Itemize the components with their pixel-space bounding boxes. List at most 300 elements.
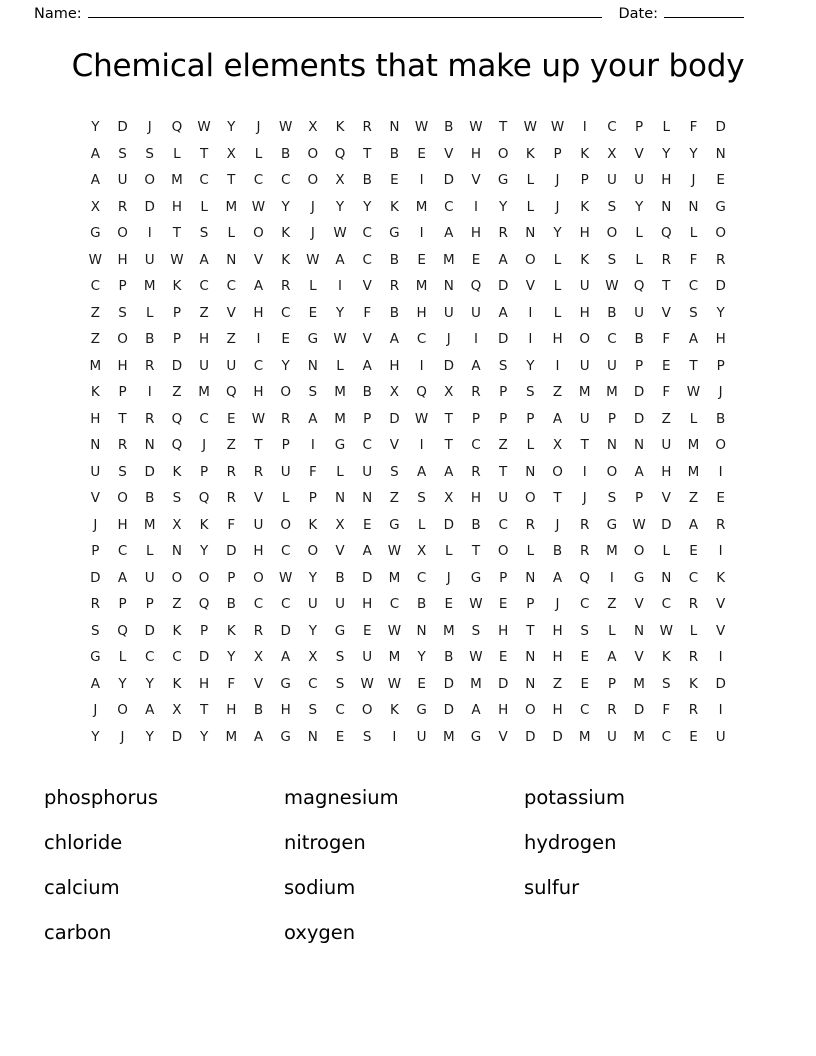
grid-letter: D (226, 543, 237, 559)
grid-letter: M (89, 357, 102, 374)
grid-letter: W (278, 569, 293, 586)
grid-letter: L (608, 622, 616, 639)
grid-letter: I (718, 543, 723, 559)
grid-letter: Y (689, 145, 698, 162)
grid-letter: N (307, 728, 318, 745)
word-list-item: oxygen (284, 920, 356, 944)
grid-letter: I (528, 304, 533, 321)
grid-letter: Y (553, 225, 562, 241)
grid-letter: M (171, 172, 183, 188)
grid-letter: C (280, 543, 291, 559)
grid-letter: R (661, 251, 671, 268)
grid-letter: K (199, 516, 209, 533)
grid-letter: I (419, 225, 424, 241)
name-blank-line[interactable] (88, 17, 603, 18)
grid-letter: M (415, 278, 428, 294)
grid-letter: G (606, 516, 618, 533)
grid-letter: H (362, 596, 373, 612)
grid-letter: D (443, 675, 454, 692)
grid-letter: L (689, 410, 698, 427)
grid-letter: U (144, 251, 155, 268)
grid-letter: H (661, 172, 672, 188)
grid-letter: C (444, 198, 454, 215)
grid-letter: H (253, 304, 264, 321)
grid-letter: H (226, 702, 237, 718)
grid-letter: O (579, 331, 591, 347)
grid-letter: M (225, 198, 238, 215)
grid-letter: G (90, 225, 101, 241)
grid-letter: W (523, 119, 538, 135)
grid-letter: L (173, 145, 181, 162)
grid-letter: A (634, 463, 644, 480)
grid-letter: P (499, 410, 508, 427)
grid-letter: D (715, 278, 726, 294)
grid-letter: Q (660, 225, 672, 241)
grid-letter: M (334, 410, 346, 427)
grid-letter: B (389, 251, 400, 268)
grid-letter: U (471, 304, 481, 321)
grid-letter: D (497, 675, 509, 692)
date-blank-line[interactable] (664, 17, 744, 18)
grid-letter: G (307, 331, 319, 347)
grid-letter: P (499, 384, 508, 400)
grid-letter: I (338, 278, 343, 294)
grid-letter: P (607, 410, 616, 427)
grid-letter: J (446, 569, 451, 586)
grid-letter: I (582, 119, 587, 135)
grid-letter: E (417, 675, 426, 692)
grid-letter: S (689, 304, 698, 321)
grid-letter: Y (308, 622, 317, 639)
grid-letter: L (200, 198, 208, 215)
grid-letter: N (525, 225, 536, 241)
grid-letter: O (715, 225, 726, 241)
grid-letter: J (555, 516, 560, 533)
grid-letter: A (253, 728, 264, 745)
grid-letter: X (172, 516, 182, 533)
grid-letter: I (419, 437, 424, 453)
grid-letter: N (416, 622, 427, 639)
grid-letter: I (392, 728, 397, 745)
grid-letter: N (715, 145, 726, 162)
grid-letter: S (526, 384, 535, 400)
grid-letter: W (387, 622, 402, 639)
grid-letter: H (280, 702, 291, 718)
grid-letter: P (118, 384, 127, 400)
grid-letter: L (281, 490, 290, 506)
grid-letter: C (362, 251, 372, 268)
grid-letter: G (280, 675, 291, 692)
grid-letter: P (118, 596, 127, 612)
grid-letter: C (580, 702, 590, 718)
grid-letter: F (308, 463, 317, 480)
grid-letter: K (172, 675, 182, 692)
word-list-item (524, 921, 764, 945)
grid-letter: R (117, 198, 128, 215)
grid-letter: I (609, 569, 614, 586)
grid-letter: K (525, 145, 535, 162)
grid-letter: T (471, 543, 481, 559)
grid-letter: U (362, 463, 373, 480)
grid-letter: C (607, 119, 617, 135)
grid-letter: E (335, 728, 345, 745)
grid-letter: Y (499, 198, 508, 215)
grid-letter: W (170, 251, 184, 268)
grid-letter: B (145, 331, 155, 347)
grid-letter: S (308, 384, 318, 400)
grid-letter: L (662, 543, 671, 559)
grid-letter: R (525, 516, 536, 533)
grid-letter: W (550, 119, 565, 135)
grid-letter: I (718, 463, 723, 480)
grid-letter: Q (334, 145, 346, 162)
grid-letter: O (144, 172, 156, 188)
grid-letter: L (526, 437, 535, 453)
grid-letter: S (145, 145, 154, 162)
grid-letter: C (280, 304, 291, 321)
grid-letter: F (662, 384, 671, 400)
grid-letter: I (310, 437, 315, 453)
grid-letter: M (442, 622, 455, 639)
grid-letter: B (552, 543, 563, 559)
grid-letter: R (607, 702, 617, 718)
word-list-item: carbon (44, 920, 112, 944)
grid-letter: Y (335, 304, 345, 321)
grid-letter: V (661, 304, 671, 321)
grid-letter: E (471, 251, 481, 268)
grid-letter: N (525, 569, 536, 586)
grid-letter: Y (716, 304, 725, 321)
grid-letter: Y (199, 728, 209, 745)
grid-letter: O (525, 251, 536, 268)
grid-letter: D (443, 702, 454, 718)
grid-letter: W (605, 278, 619, 294)
grid-letter: P (716, 357, 725, 374)
grid-letter: Y (227, 649, 236, 665)
grid-letter: V (444, 145, 454, 162)
grid-letter: C (661, 596, 671, 612)
grid-letter: N (226, 251, 237, 268)
grid-letter: P (499, 569, 508, 586)
grid-letter: U (661, 437, 672, 453)
grid-letter: A (498, 251, 508, 268)
grid-letter: J (202, 437, 207, 453)
grid-letter: H (199, 675, 210, 692)
grid-letter: X (90, 198, 100, 215)
grid-letter: V (525, 278, 535, 294)
grid-letter: C (661, 728, 671, 745)
grid-letter: O (253, 569, 264, 586)
grid-letter: V (362, 331, 372, 347)
grid-letter: L (689, 225, 698, 241)
grid-letter: K (172, 463, 182, 480)
grid-letter: Y (91, 728, 100, 745)
grid-letter: M (633, 728, 645, 745)
grid-letter: J (256, 119, 261, 135)
grid-letter: G (334, 437, 346, 453)
grid-letter: U (362, 649, 373, 665)
grid-letter: A (552, 410, 563, 427)
grid-letter: O (117, 331, 128, 347)
grid-letter: Y (118, 675, 127, 692)
grid-letter: W (306, 251, 320, 268)
grid-letter: Z (661, 410, 671, 427)
grid-letter: E (662, 357, 671, 374)
grid-letter: H (661, 463, 672, 480)
grid-letter: V (634, 649, 644, 665)
grid-letter: C (688, 569, 699, 586)
grid-letter: M (198, 384, 210, 400)
grid-letter: J (147, 119, 152, 135)
grid-letter: C (199, 410, 209, 427)
grid-letter: T (526, 622, 535, 639)
grid-letter: R (280, 278, 291, 294)
grid-letter: N (144, 437, 155, 453)
grid-letter: L (254, 145, 263, 162)
grid-letter: O (525, 702, 536, 718)
grid-letter: V (634, 145, 644, 162)
grid-letter: U (307, 596, 318, 612)
grid-letter: P (145, 596, 154, 612)
grid-letter: E (716, 172, 725, 188)
grid-letter: B (226, 596, 236, 612)
grid-letter: K (90, 384, 100, 400)
grid-letter: E (308, 304, 318, 321)
grid-letter: K (389, 702, 399, 718)
grid-letter: J (93, 516, 98, 533)
grid-letter: Y (662, 145, 671, 162)
grid-letter: O (280, 516, 291, 533)
grid-letter: K (580, 198, 590, 215)
grid-letter: M (143, 516, 156, 533)
grid-letter: W (88, 251, 103, 268)
grid-letter: A (688, 331, 699, 347)
grid-letter: O (117, 225, 128, 241)
grid-letter: W (469, 596, 483, 612)
grid-letter: B (281, 145, 291, 162)
grid-letter: G (389, 516, 400, 533)
grid-letter: S (417, 490, 426, 506)
grid-letter: I (473, 198, 478, 215)
grid-letter: O (198, 569, 210, 586)
grid-letter: C (362, 225, 372, 241)
grid-letter: C (280, 172, 291, 188)
grid-letter: R (471, 463, 481, 480)
grid-letter: S (607, 490, 617, 506)
grid-letter: D (144, 622, 155, 639)
grid-letter: O (117, 702, 128, 718)
grid-letter: G (280, 728, 291, 745)
grid-letter: P (635, 357, 644, 374)
grid-letter: L (553, 251, 562, 268)
grid-letter: Q (117, 622, 128, 639)
grid-letter: P (607, 675, 616, 692)
grid-letter: P (553, 145, 562, 162)
grid-letter: N (661, 569, 672, 586)
grid-letter: O (117, 490, 128, 506)
grid-letter: B (389, 304, 400, 321)
grid-letter: C (145, 649, 155, 665)
grid-letter: Y (526, 357, 535, 374)
grid-letter: H (171, 198, 182, 215)
grid-letter: N (661, 198, 672, 215)
grid-letter: H (470, 145, 482, 162)
grid-letter: X (172, 702, 182, 718)
grid-letter: V (661, 490, 671, 506)
grid-letter: C (335, 702, 345, 718)
grid-letter: B (444, 649, 454, 665)
grid-letter: Z (226, 437, 236, 453)
grid-letter: X (308, 119, 318, 135)
grid-letter: L (118, 649, 127, 665)
grid-letter: N (525, 649, 536, 665)
grid-letter: V (226, 304, 236, 321)
grid-letter: W (360, 675, 374, 692)
grid-letter: B (444, 119, 454, 135)
grid-letter: S (390, 463, 399, 480)
grid-letter: T (662, 278, 671, 294)
grid-letter: A (688, 516, 699, 533)
grid-letter: N (307, 357, 318, 374)
grid-letter: Y (363, 198, 372, 215)
grid-letter: K (172, 278, 182, 294)
grid-letter: S (335, 675, 345, 692)
grid-letter: A (389, 331, 400, 347)
grid-letter: T (363, 145, 372, 162)
grid-letter: A (362, 357, 372, 374)
grid-letter: C (117, 543, 128, 559)
grid-letter: M (606, 384, 618, 400)
grid-letter: R (715, 251, 726, 268)
grid-letter: L (662, 119, 671, 135)
grid-letter: L (445, 543, 453, 559)
grid-letter: V (716, 596, 726, 612)
grid-letter: C (253, 357, 264, 374)
grid-letter: D (117, 119, 128, 135)
grid-letter: I (582, 463, 587, 480)
grid-letter: L (635, 251, 643, 268)
grid-letter: Z (389, 490, 400, 506)
grid-letter: U (579, 410, 590, 427)
grid-letter: Q (579, 569, 591, 586)
grid-letter: R (688, 596, 699, 612)
grid-letter: Q (171, 437, 183, 453)
grid-letter: P (635, 490, 644, 506)
grid-letter: G (334, 622, 346, 639)
grid-letter: O (307, 172, 319, 188)
grid-letter: Z (498, 437, 508, 453)
grid-letter: S (362, 728, 372, 745)
grid-letter: Y (634, 198, 644, 215)
grid-letter: Y (227, 119, 236, 135)
grid-letter: E (689, 543, 698, 559)
grid-letter: Y (417, 649, 426, 665)
grid-letter: U (634, 304, 645, 321)
grid-letter: J (555, 172, 560, 188)
grid-letter: R (362, 119, 372, 135)
grid-letter: K (716, 569, 726, 586)
grid-letter: I (147, 384, 152, 400)
grid-letter: I (147, 225, 152, 241)
word-list (0, 786, 816, 945)
grid-letter: O (361, 702, 373, 718)
grid-letter: H (498, 702, 509, 718)
word-list-item: magnesium (284, 785, 399, 809)
grid-letter: A (335, 251, 345, 268)
grid-letter: P (281, 437, 290, 453)
word-list-item: sulfur (524, 875, 580, 899)
grid-letter: N (688, 198, 699, 215)
grid-letter: Y (281, 357, 290, 374)
grid-letter: A (253, 278, 264, 294)
grid-letter: M (388, 569, 401, 586)
grid-letter: T (499, 463, 508, 480)
grid-letter: P (118, 278, 127, 294)
grid-letter: I (528, 331, 533, 347)
grid-letter: A (498, 304, 508, 321)
grid-letter: W (469, 119, 483, 135)
grid-letter: E (227, 410, 236, 427)
grid-letter: X (552, 437, 563, 453)
grid-letter: E (281, 331, 290, 347)
grid-letter: C (688, 278, 699, 294)
grid-letter: D (552, 728, 563, 745)
grid-letter: H (470, 490, 482, 506)
grid-letter: J (691, 172, 696, 188)
grid-letter: V (335, 543, 345, 559)
grid-letter: C (498, 516, 508, 533)
grid-letter: C (226, 278, 236, 294)
word-list-item: calcium (44, 875, 120, 899)
grid-letter: U (280, 463, 291, 480)
word-list-item: nitrogen (284, 830, 366, 854)
grid-letter: Z (90, 304, 100, 321)
grid-letter: A (281, 649, 291, 665)
grid-letter: P (91, 543, 100, 559)
grid-letter: R (688, 702, 699, 718)
grid-letter: U (253, 516, 264, 533)
grid-letter: N (606, 437, 617, 453)
grid-letter: D (280, 622, 291, 639)
grid-letter: B (253, 702, 264, 718)
grid-letter: D (198, 649, 210, 665)
grid-letter: L (227, 225, 236, 241)
grid-letter: N (443, 278, 454, 294)
grid-letter: R (580, 516, 590, 533)
grid-letter: V (389, 437, 400, 453)
grid-letter: P (172, 304, 181, 321)
grid-letter: G (497, 172, 509, 188)
grid-letter: Y (145, 728, 154, 745)
grid-letter: R (90, 596, 101, 612)
grid-letter: A (90, 172, 100, 188)
grid-letter: O (497, 145, 509, 162)
grid-letter: V (253, 490, 264, 506)
grid-letter: J (310, 225, 315, 241)
grid-letter: W (659, 622, 673, 639)
grid-letter: G (633, 569, 645, 586)
grid-letter: C (253, 596, 264, 612)
grid-letter: Q (198, 596, 210, 612)
grid-letter: X (416, 543, 427, 559)
grid-letter: P (363, 410, 372, 427)
grid-letter: U (606, 357, 617, 374)
grid-letter: U (579, 278, 590, 294)
grid-letter: H (715, 331, 726, 347)
grid-letter: U (226, 357, 237, 374)
grid-letter: E (362, 622, 372, 639)
grid-letter: S (308, 702, 318, 718)
